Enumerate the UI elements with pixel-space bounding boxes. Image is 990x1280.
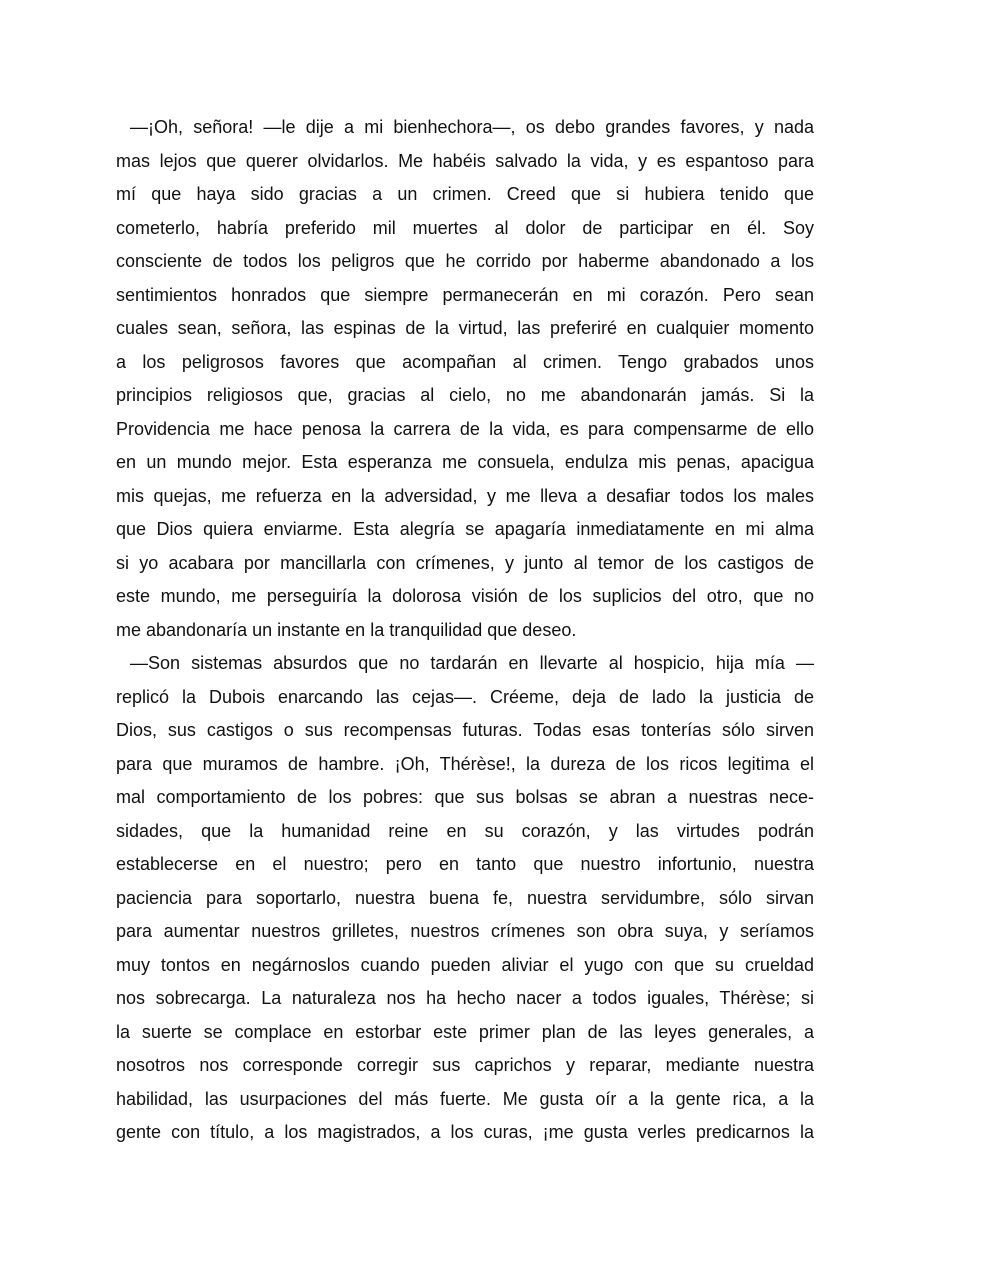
text-line: la suerte se complace en estorbar este primer plan de las leyes generales, a [116,1021,814,1042]
text-line: Providencia me hace penosa la carrera de la vida, es para compensarme de ello [116,418,814,439]
text-line: para que muramos de hambre. ¡Oh, Thérèse!, la dureza de los ricos legitima el [116,753,814,774]
text-line: principios religiosos que, gracias al cielo, no me abandonarán jamás. Si la [116,385,814,405]
text-line: paciencia para soportarlo, nuestra buena fe, nuestra servidumbre, sólo sirvan [116,887,814,908]
text-line: para aumentar nuestros grilletes, nuestros crímenes son obra suya, y seríamos [116,921,814,941]
text-line: establecerse en el nuestro; pero en tanto que nuestro infortunio, nuestra [116,854,814,874]
text-line: cuales sean, señora, las espinas de la virtud, las preferiré en cualquier momento [116,318,814,338]
text-line: nos sobrecarga. La naturaleza nos ha hecho nacer a todos iguales, Thérèse; si [116,988,814,1008]
text-line: si yo acabara por mancillarla con crímenes, y junto al temor de los castigos de [116,552,814,573]
text-line: en un mundo mejor. Esta esperanza me consuela, endulza mis penas, apacigua [116,452,814,472]
text-line: sentimientos honrados que siempre permanecerán en mi corazón. Pero sean [116,284,814,305]
text-line: mal comportamiento de los pobres: que sus bolsas se abran a nuestras nece- [116,787,814,807]
text-line: este mundo, me perseguiría la dolorosa visión de los suplicios del otro, que no [116,586,814,606]
text-line: —Son sistemas absurdos que no tardarán en llevarte al hospicio, hija mía — [130,653,814,673]
text-line: a los peligrosos favores que acompañan al crimen. Tengo grabados unos [116,351,814,372]
text-line: cometerlo, habría preferido mil muertes al dolor de participar en él. Soy [116,217,814,238]
text-line: muy tontos en negárnoslos cuando pueden aliviar el yugo con que su crueldad [116,954,814,975]
text-line: sidades, que la humanidad reine en su corazón, y las virtudes podrán [116,820,814,841]
text-line: mis quejas, me refuerza en la adversidad, y me lleva a desafiar todos los males [116,485,814,506]
text-line: mí que haya sido gracias a un crimen. Creed que si hubiera tenido que [116,184,814,204]
text-line: me abandonaría un instante en la tranquilidad que deseo. [116,619,577,640]
text-line: consciente de todos los peligros que he corrido por haberme abandonado a los [116,251,814,271]
text-line: Dios, sus castigos o sus recompensas futuras. Todas esas tonterías sólo sirven [116,720,814,740]
text-line: que Dios quiera enviarme. Esta alegría se apagaría inmediatamente en mi alma [116,519,814,539]
text-line: mas lejos que querer olvidarlos. Me habéis salvado la vida, y es espantoso para [116,150,814,171]
text-line: gente con título, a los magistrados, a los curas, ¡me gusta verles predicarnos la [116,1122,814,1142]
text-line: replicó la Dubois enarcando las cejas—. Créeme, deja de lado la justicia de [116,686,814,707]
text-line: habilidad, las usurpaciones del más fuerte. Me gusta oír a la gente rica, a la [116,1088,814,1109]
text-line: nosotros nos corresponde corregir sus caprichos y reparar, mediante nuestra [116,1055,814,1075]
body-text [116,111,814,1150]
text-line: —¡Oh, señora! —le dije a mi bienhechora—, os debo grandes favores, y nada [130,117,814,137]
